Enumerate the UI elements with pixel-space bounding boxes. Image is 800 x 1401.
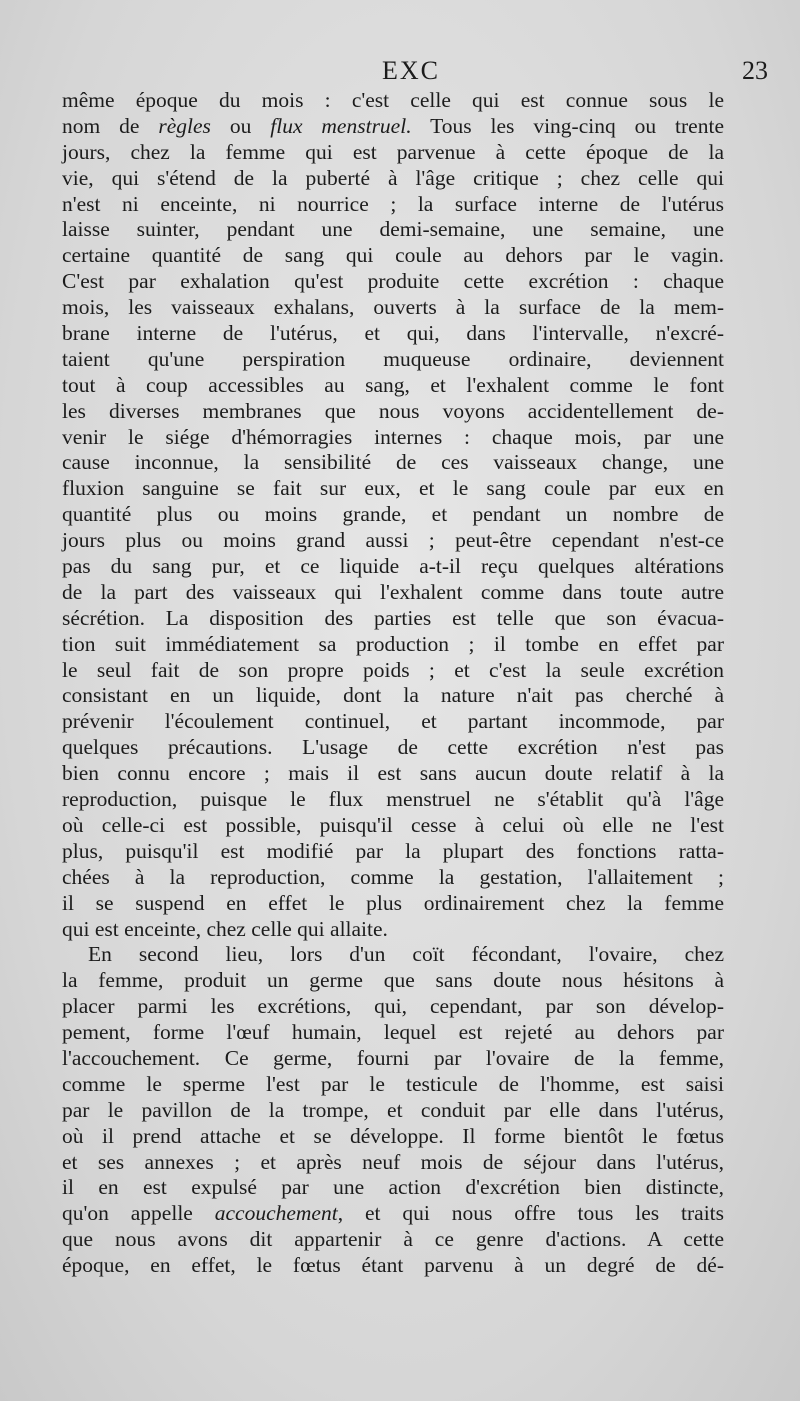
text-line: qui est enceinte, chez celle qui allaite. — [62, 916, 388, 941]
text-line: certaine quantité de sang qui coule au dehors par le vagin. — [62, 243, 724, 268]
italic-term: accouchement — [214, 1201, 338, 1226]
text-line: les diverses membranes que nous voyons accidentellement de- — [62, 398, 724, 423]
text-line: pas du sang pur, et ce liquide a-t-il reçu quelques altérations — [62, 554, 724, 579]
text-line: où il prend attache et se développe. Il forme bientôt le fœtus — [62, 1123, 724, 1148]
text-line: où celle-ci est possible, puisqu'il cesse à celui où elle ne l'est — [62, 812, 724, 837]
text-run: ou — [210, 113, 271, 138]
text-line: C'est par exhalation qu'est produite cette excrétion : chaque — [62, 269, 724, 294]
text-line: fluxion sanguine se fait sur eux, et le sang coule par eux en — [62, 476, 724, 501]
text-line: époque, en effet, le fœtus étant parvenu à un degré de dé- — [62, 1253, 724, 1278]
text-line: de la part des vaisseaux qui l'exhalent comme dans toute autre — [62, 579, 724, 604]
text-line: bien connu encore ; mais il est sans aucun doute relatif à la — [62, 761, 724, 786]
text-line: brane interne de l'utérus, et qui, dans l'intervalle, n'excré- — [62, 321, 724, 346]
text-line: placer parmi les excrétions, qui, cependant, par son dévelop- — [62, 994, 724, 1019]
text-line: reproduction, puisque le flux menstruel ne s'établit qu'à l'âge — [62, 787, 724, 812]
text-line: jours, chez la femme qui est parvenue à cette époque de la — [62, 139, 724, 164]
text-line — [62, 1201, 724, 1227]
page-number: 23 — [742, 56, 768, 85]
text-line: il en est expulsé par une action d'excrétion bien distincte, — [62, 1175, 724, 1200]
text-line: plus, puisqu'il est modifié par la plupart des fonctions ratta- — [62, 838, 724, 863]
text-line: taient qu'une perspiration muqueuse ordinaire, deviennent — [62, 346, 724, 371]
running-head-title: EXC — [382, 56, 440, 85]
text-run: qu'on appelle — [62, 1201, 215, 1226]
text-line: mois, les vaisseaux exhalans, ouverts à la surface de la mem- — [62, 295, 724, 320]
text-line: prévenir l'écoulement continuel, et partant incommode, par — [62, 709, 724, 734]
text-line: par le pavillon de la trompe, et conduit par elle dans l'utérus, — [62, 1097, 724, 1122]
text-line: même époque du mois : c'est celle qui est connue sous le — [62, 88, 724, 112]
text-line: le seul fait de son propre poids ; et c'est la seule excrétion — [62, 657, 724, 682]
italic-term: règles — [158, 113, 211, 138]
text-line: chées à la reproduction, comme la gestation, l'allaitement ; — [62, 864, 724, 889]
text-run: , et qui nous offre tous les traits — [337, 1201, 725, 1226]
text-line: sécrétion. La disposition des parties est telle que son évacua- — [62, 605, 724, 630]
text-line: En second lieu, lors d'un coït fécondant, l'ovaire, chez — [88, 942, 724, 967]
text-line: pement, forme l'œuf humain, lequel est rejeté au dehors par — [62, 1020, 724, 1045]
text-line: il se suspend en effet le plus ordinairement chez la femme — [62, 890, 724, 915]
text-line: quelques précautions. L'usage de cette excrétion n'est pas — [62, 735, 724, 760]
text-line: vie, qui s'étend de la puberté à l'âge critique ; chez celle qui — [62, 165, 724, 190]
text-line: quantité plus ou moins grande, et pendant un nombre de — [62, 502, 724, 527]
italic-term: flux menstruel. — [270, 113, 412, 138]
text-line: consistant en un liquide, dont la nature n'ait pas cherché à — [62, 683, 724, 708]
text-line: cause inconnue, la sensibilité de ces vaisseaux change, une — [62, 450, 724, 475]
text-line: l'accouchement. Ce germe, fourni par l'ovaire de la femme, — [62, 1045, 724, 1070]
text-line: tion suit immédiatement sa production ; il tombe en effet par — [62, 631, 724, 656]
text-line: tout à coup accessibles au sang, et l'exhalent comme le font — [62, 372, 724, 397]
text-line: la femme, produit un germe que sans doute nous hésitons à — [62, 968, 724, 993]
text-line: n'est ni enceinte, ni nourrice ; la surface interne de l'utérus — [62, 191, 724, 216]
running-head — [0, 56, 800, 86]
text-line: venir le siége d'hémorragies internes : chaque mois, par une — [62, 424, 724, 449]
text-line: laisse suinter, pendant une demi-semaine, une semaine, une — [62, 217, 724, 242]
text-line: et ses annexes ; et après neuf mois de séjour dans l'utérus, — [62, 1149, 724, 1174]
text-line: jours plus ou moins grand aussi ; peut-être cependant n'est-ce — [62, 528, 724, 553]
text-run: nom de — [62, 113, 159, 138]
body-text — [62, 88, 724, 1279]
text-line — [62, 114, 724, 140]
text-run: Tous les ving-cinq ou trente — [411, 113, 724, 138]
text-line: comme le sperme l'est par le testicule de l'homme, est saisi — [62, 1071, 724, 1096]
text-line: que nous avons dit appartenir à ce genre d'actions. A cette — [62, 1227, 724, 1252]
